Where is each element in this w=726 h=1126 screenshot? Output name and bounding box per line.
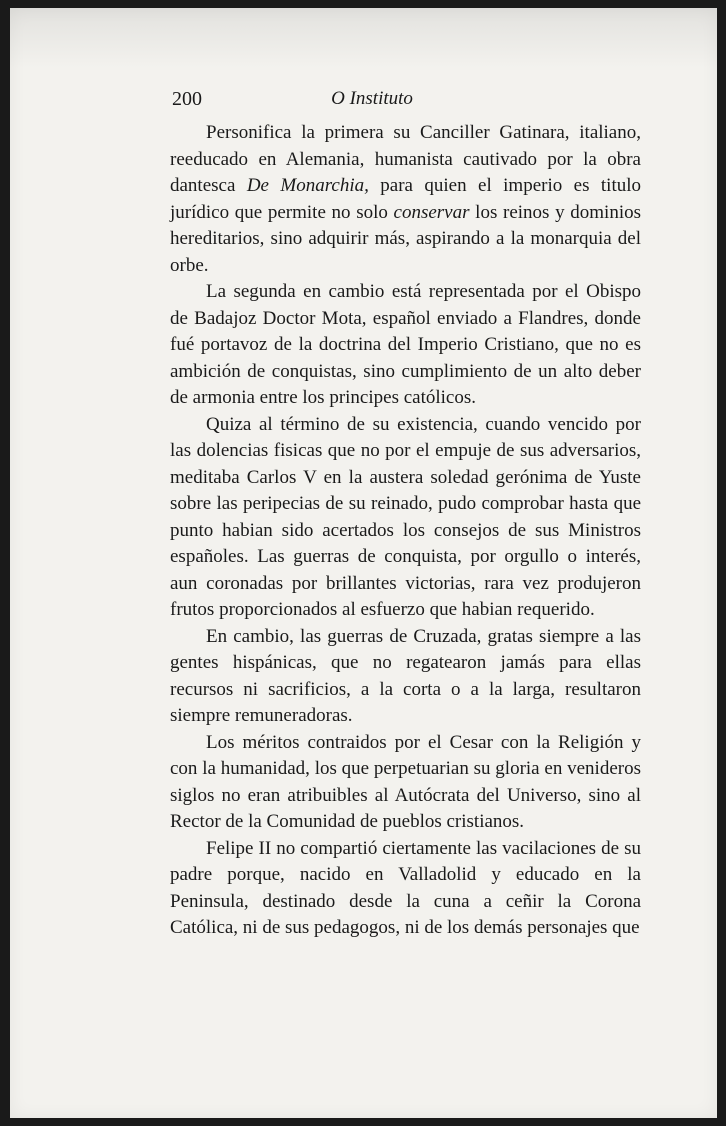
page-number: 200: [172, 88, 202, 110]
body-text: [170, 120, 641, 942]
paragraph: La segunda en cambio está representada por el Obispo de Badajoz Doctor Mota, español enviado a Flandres, donde fué portavoz de la doctrina del Imperio Cristiano, que no es ambición de conquistas, sino cumplimiento de un alto deber de armonia entre los principes católicos.: [170, 281, 641, 408]
paragraph-text: para quien el imperio es titulo jurídico que permite no solo: [170, 175, 642, 223]
paragraph: Quiza al término de su existencia, cuando vencido por las dolencias fisicas que no por el empuje de sus adversarios, meditaba Carlos V en la austera soledad gerónima de Yuste sobre las peripecias de su reinado, pudo comprobar hasta que punto habian sido acertados los consejos de sus Ministros españoles. Las guerras de conquista, por orgullo o interés, aun coronadas por brillantes victorias, rara vez produjeron frutos proporcionados al esfuerzo que habian requerido.: [170, 413, 641, 620]
paragraph-text: Personifica la primera su Canciller Gatinara, italiano, reeducado en Alemania, humanista cautivado por la obra dantesca: [170, 122, 641, 196]
paragraph: En cambio, las guerras de Cruzada, gratas siempre a las gentes hispánicas, que no regatearon jamás para ellas recursos ni sacrificios, a la corta o a la larga, resultaron siempre remuneradoras.: [170, 625, 641, 726]
italic-title: De Monarchia,: [246, 175, 369, 196]
paragraph: Felipe II no compartió ciertamente las vacilaciones de su padre porque, nacido en Valladolid y educado en la Peninsula, destinado desde la cuna a ceñir la Corona Católica, ni de sus pedagogos, ni de los demás personajes que: [170, 837, 641, 938]
italic-word: conservar: [393, 201, 470, 223]
paragraph-text: los reinos y dominios hereditarios, sino adquirir más, aspirando a la monarquia del orbe.: [170, 201, 641, 276]
paragraph: [170, 120, 641, 279]
running-title: O Instituto: [331, 88, 413, 109]
paragraph: Los méritos contraidos por el Cesar con la Religión y con la humanidad, los que perpetuarian su gloria en venideros siglos no eran atribuibles al Autócrata del Universo, sino al Rector de la Comunidad de pueblos cristianos.: [170, 731, 641, 832]
page-header: [172, 88, 652, 112]
